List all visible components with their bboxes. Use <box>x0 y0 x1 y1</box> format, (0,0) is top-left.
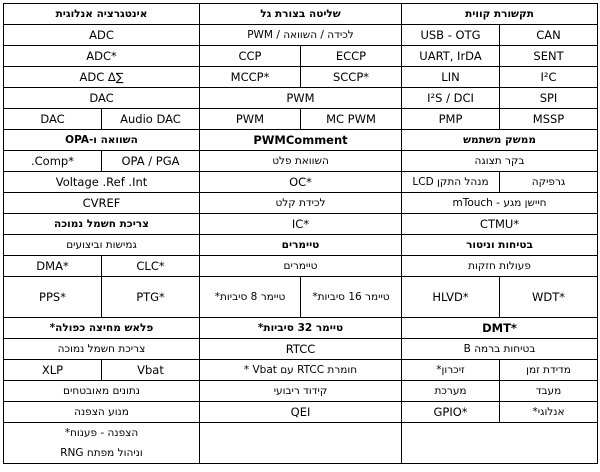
table-row <box>4 67 598 88</box>
table-cell: טיימרים <box>200 256 402 277</box>
table-cell: זיכרון* <box>402 360 500 381</box>
table-cell: DAC <box>4 88 200 109</box>
table-cell: SENT <box>500 46 598 67</box>
table-row <box>4 130 598 151</box>
header-32bit-timer: טיימר 32 סיביות* <box>200 318 402 339</box>
table-cell: QEI <box>200 402 402 423</box>
table-cell: WDT* <box>500 277 598 318</box>
table-cell: טיימר 8 סיביות* <box>200 277 301 318</box>
table-row <box>4 88 598 109</box>
table-cell: I²S / DCI <box>402 88 500 109</box>
table-cell: פעולות חזקות <box>402 256 598 277</box>
feature-table-container <box>3 3 597 464</box>
table-cell: לכידה / השוואה / PWM <box>200 25 402 46</box>
table-cell: CTMU* <box>402 214 598 235</box>
table-cell: PPS* <box>4 277 102 318</box>
table-cell: גמישות וביצועים <box>4 235 200 256</box>
table-cell: SPI <box>500 88 598 109</box>
table-cell: ECCP <box>301 46 402 67</box>
header-clocks-timers: טיימרים <box>200 235 402 256</box>
table-cell: ADC* <box>4 46 200 67</box>
table-cell: בטיחות ברמה B <box>402 339 598 360</box>
table-row <box>4 151 598 172</box>
table-cell: USB - OTG <box>402 25 500 46</box>
table-cell: השוואת פלט <box>200 151 402 172</box>
table-row <box>4 172 598 193</box>
header-dmt: DMT* <box>402 318 598 339</box>
table-cell: PMP <box>402 109 500 130</box>
header-dual-partition-flash: פלאש מחיצה כפולה* <box>4 318 200 339</box>
header-analog-integration: אינטגרציה אנלוגית <box>4 4 200 25</box>
table-cell: PWM <box>200 88 402 109</box>
table-cell: DAC <box>4 109 102 130</box>
table-row <box>4 25 598 46</box>
table-cell: בקר תצוגה <box>402 151 598 172</box>
header-waveform-control: שליטה בצורת גל <box>200 4 402 25</box>
table-row <box>4 423 598 464</box>
table-cell-line: הצפנה - פענוח* <box>64 427 139 439</box>
table-row <box>4 318 598 339</box>
table-cell: צריכת חשמל נמוכה <box>4 339 200 360</box>
table-cell: נתונים מאובטחים <box>4 381 200 402</box>
header-user-interface: ממשק משתמש <box>402 130 598 151</box>
table-cell: .Comp* <box>4 151 102 172</box>
table-cell: ADC Δ∑ <box>4 67 200 88</box>
table-cell: RTCC <box>200 339 402 360</box>
table-cell: לכידת קלט <box>200 193 402 214</box>
header-pwm-comment: PWMComment <box>200 130 402 151</box>
table-cell: מדידת זמן <box>500 360 598 381</box>
table-cell: Vbat <box>102 360 200 381</box>
table-cell: קידוד ריבועי <box>200 381 402 402</box>
table-cell: IC* <box>200 214 402 235</box>
table-cell: SCCP* <box>301 67 402 88</box>
table-cell: גרפיקה <box>500 172 598 193</box>
table-cell: XLP <box>4 360 102 381</box>
table-row <box>4 46 598 67</box>
table-cell: CLC* <box>102 256 200 277</box>
table-cell: CVREF <box>4 193 200 214</box>
header-comparators-opa: השוואה ו-OPA <box>4 130 200 151</box>
table-cell: MSSP <box>500 109 598 130</box>
table-cell: mTouch - חיישן מגע <box>402 193 598 214</box>
table-cell: OC* <box>200 172 402 193</box>
table-cell: UART, IrDA <box>402 46 500 67</box>
header-low-power: צריכת חשמל נמוכה <box>4 214 200 235</box>
table-cell: טיימר 16 סיביות* <box>301 277 402 318</box>
table-row <box>4 214 598 235</box>
table-cell: MCCP* <box>200 67 301 88</box>
table-row <box>4 4 598 25</box>
table-cell: CAN <box>500 25 598 46</box>
peripheral-feature-table <box>3 3 598 464</box>
table-row <box>4 277 598 318</box>
table-row <box>4 235 598 256</box>
table-cell: מערכת <box>402 381 500 402</box>
table-cell: PWM <box>200 109 301 130</box>
table-cell: LIN <box>402 67 500 88</box>
header-wired-communication: תקשורת קווית <box>402 4 598 25</box>
table-cell: MC PWM <box>301 109 402 130</box>
table-cell: Voltage .Ref .Int <box>4 172 200 193</box>
table-row <box>4 360 598 381</box>
table-cell: OPA / PGA <box>102 151 200 172</box>
table-cell: ADC <box>4 25 200 46</box>
table-cell: GPIO* <box>402 402 500 423</box>
table-row <box>4 109 598 130</box>
table-cell: Audio DAC <box>102 109 200 130</box>
table-cell: DMA* <box>4 256 102 277</box>
table-row <box>4 256 598 277</box>
table-cell: מנהל התקן LCD <box>402 172 500 193</box>
table-cell: PTG* <box>102 277 200 318</box>
table-row <box>4 339 598 360</box>
header-safety-monitoring: בטיחות וניטור <box>402 235 598 256</box>
empty-cell <box>402 423 598 464</box>
table-cell: מעבד <box>500 381 598 402</box>
table-cell: מנוע הצפנה <box>4 402 200 423</box>
table-cell: I²C <box>500 67 598 88</box>
table-cell-line: RNG וניהול מפתח <box>60 447 143 459</box>
table-row <box>4 381 598 402</box>
table-row <box>4 402 598 423</box>
table-row <box>4 193 598 214</box>
table-cell: HLVD* <box>402 277 500 318</box>
table-cell <box>4 423 200 464</box>
empty-cell <box>200 423 402 464</box>
table-cell: אנלוגי* <box>500 402 598 423</box>
table-cell: CCP <box>200 46 301 67</box>
table-cell: חומרת RTCC עם Vbat * <box>200 360 402 381</box>
